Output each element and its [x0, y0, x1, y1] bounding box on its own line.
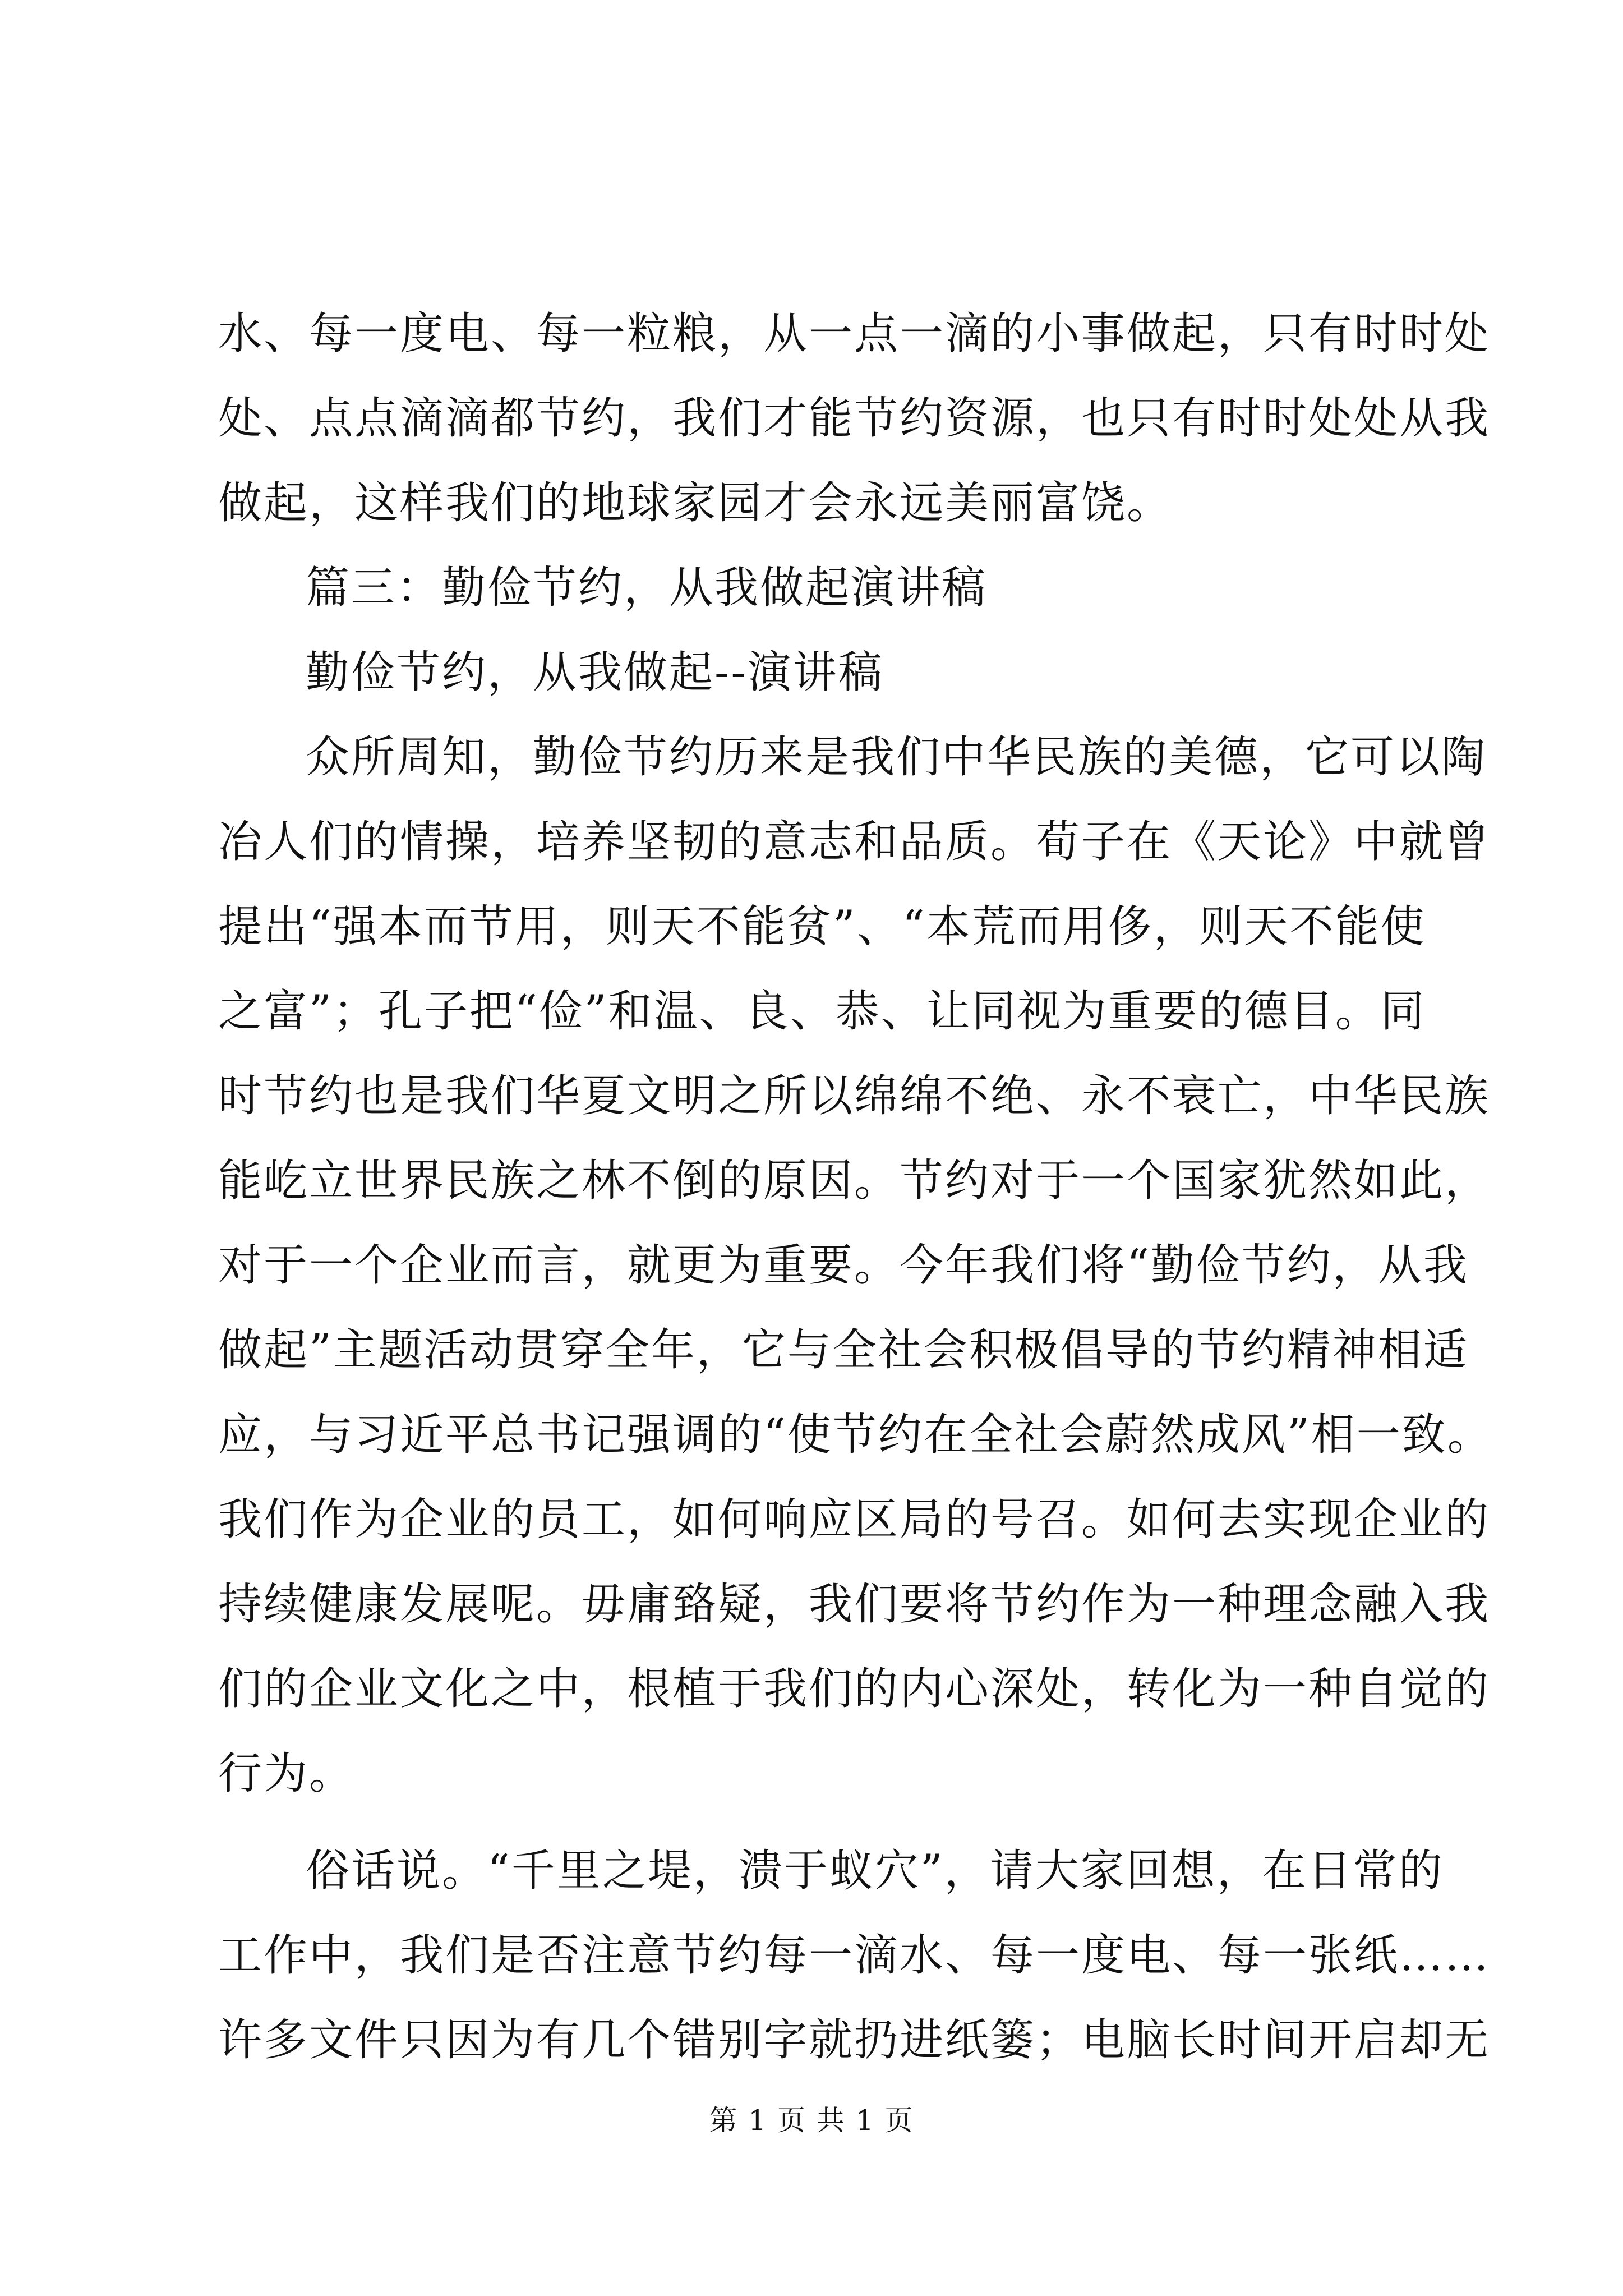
text-line: 处、点点滴滴都节约，我们才能节约资源，也只有时时处处从我 — [218, 393, 1491, 444]
paragraph-gap — [218, 1816, 1424, 1829]
speech-title: 勤俭节约，从我做起--演讲稿 — [306, 647, 884, 698]
text-line: 我们作为企业的员工，如何响应区局的号召。如何去实现企业的 — [218, 1494, 1491, 1545]
text-line: 们的企业文化之中，根植于我们的内心深处，转化为一种自觉的 — [218, 1664, 1491, 1714]
section-heading: 篇三：勤俭节约，从我做起演讲稿 — [306, 563, 988, 613]
text-line: 许多文件只因为有几个错别字就扔进纸篓；电脑长时间开启却无 — [218, 2015, 1491, 2065]
text-line: 之富”；孔子把“俭”和温、良、恭、让同视为重要的德目。同 — [218, 986, 1426, 1037]
text-line: 做起”主题活动贯穿全年，它与全社会积极倡导的节约精神相适 — [218, 1325, 1469, 1375]
text-line: 水、每一度电、每一粒粮，从一点一滴的小事做起，只有时时处 — [218, 309, 1491, 359]
text-line: 行为。 — [218, 1749, 355, 1799]
text-line: 时节约也是我们华夏文明之所以绵绵不绝、永不衰亡，中华民族 — [218, 1071, 1491, 1121]
text-line: 众所周知，勤俭节约历来是我们中华民族的美德，它可以陶 — [306, 732, 1487, 783]
body-text — [218, 292, 1493, 2083]
text-line: 冶人们的情操，培养坚韧的意志和品质。荀子在《天论》中就曾 — [218, 817, 1491, 867]
text-line: 提出“强本而节用，则天不能贫”、“本荒而用侈，则天不能使 — [218, 901, 1426, 952]
page-footer: 第 1 页 共 1 页 — [709, 2104, 914, 2137]
text-line: 持续健康发展呢。毋庸臵疑，我们要将节约作为一种理念融入我 — [218, 1579, 1491, 1630]
text-line: 工作中，我们是否注意节约每一滴水、每一度电、每一张纸…… — [218, 1930, 1491, 1981]
text-line: 俗话说。“千里之堤，溃于蚁穴”，请大家回想，在日常的 — [306, 1846, 1444, 1896]
text-line: 能屹立世界民族之林不倒的原因。节约对于一个国家犹然如此， — [218, 1156, 1491, 1206]
text-line: 做起，这样我们的地球家园才会永远美丽富饶。 — [218, 478, 1173, 528]
text-line: 应，与习近平总书记强调的“使节约在全社会蔚然成风”相一致。 — [218, 1410, 1493, 1460]
text-line: 对于一个企业而言，就更为重要。今年我们将“勤俭节约，从我 — [218, 1240, 1469, 1291]
